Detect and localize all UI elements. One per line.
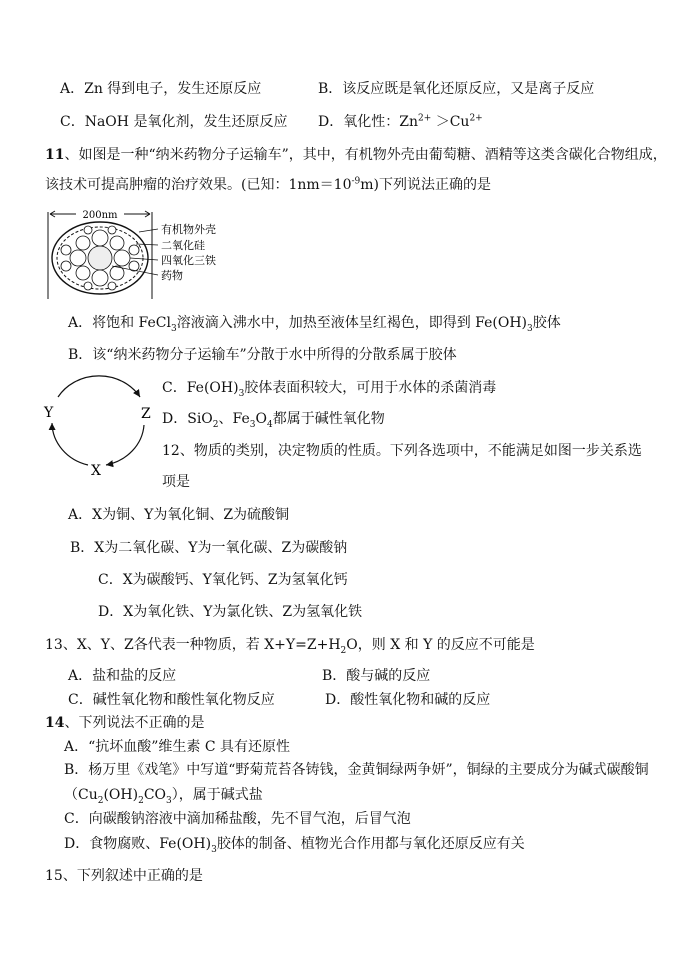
q10-option-d: D．氧化性：$Zn^{2+} >Cu^{2+}$ xyxy=(318,113,483,130)
q13-option-b: B．酸与碱的反应 xyxy=(322,668,431,684)
q12-option-d: D．X为氧化铁、Y为氯化铁、Z为氢氧化铁 xyxy=(98,604,363,620)
q14-option-d: D．食物腐败、$Fe(OH)_3$胶体的制备、植物光合作用都与氧化还原反应有关 xyxy=(64,836,525,855)
q14-option-b-line2: $(Cu_2(OH)_2CO_3)$，属于碱式盐 xyxy=(64,787,263,806)
q13-option-a: A．盐和盐的反应 xyxy=(68,668,177,684)
q14-option-b-line1: B．杨万里《戏笔》中写道“野菊荒苔各铸钱，金黄铜绿两争妍”，铜绿的主要成分为碱式碳酸铜 xyxy=(64,762,649,778)
q13-stem: 13、X、Y、Z各代表一种物质，若 $X+Y=Z+H_2O$，则 X 和 Y 的反应不可能是 xyxy=(45,637,535,656)
figure-label-fe3o4: 四氧化三铁 xyxy=(161,254,216,267)
q11-option-d: D．SiO$_2$、$Fe_3O_4$都属于碱性氧化物 xyxy=(162,411,385,430)
figure-width-label: 200nm xyxy=(82,210,118,221)
q12-stem-line1: 12、物质的类别，决定物质的性质。下列各选项中，不能满足如图一步关系选 xyxy=(162,443,642,459)
xyz-cycle-diagram xyxy=(40,367,160,479)
q13-option-d: D．酸性氧化物和碱的反应 xyxy=(325,692,491,708)
q14-option-c: C．向碳酸钠溶液中滴加稀盐酸，先不冒气泡，后冒气泡 xyxy=(64,811,411,827)
q14-stem: 14、下列说法不正确的是 xyxy=(45,715,205,731)
cycle-node-z: Z xyxy=(141,406,151,422)
q11-option-b: B．该“纳米药物分子运输车”分散于水中所得的分散系属于胶体 xyxy=(68,347,457,363)
figure-label-sio2: 二氧化硅 xyxy=(161,239,205,252)
q12-option-b: B．X为二氧化碳、Y为一氧化碳、Z为碳酸钠 xyxy=(70,540,348,556)
q13-option-c: C．碱性氧化物和酸性氧化物反应 xyxy=(68,692,275,708)
q12-stem-line2: 项是 xyxy=(162,474,190,490)
q12-option-c: C．X为碳酸钙、Y氧化钙、Z为氢氧化钙 xyxy=(98,572,348,588)
q14-option-a: A．“抗坏血酸”维生素 C 具有还原性 xyxy=(64,739,291,755)
nanoparticle-figure xyxy=(40,204,240,300)
cycle-node-y: Y xyxy=(44,405,54,421)
q10-option-c: C．NaOH 是氧化剂，发生还原反应 xyxy=(60,114,288,130)
q11-stem-line1: 11、如图是一种“纳米药物分子运输车”，其中，有机物外壳由葡萄糖、酒精等这类含碳化合物组成， xyxy=(45,147,667,163)
figure-label-drug: 药物 xyxy=(161,269,183,282)
q12-option-a: A．X为铜、Y为氧化铜、Z为硫酸铜 xyxy=(68,507,290,523)
figure-label-shell: 有机物外壳 xyxy=(161,223,216,236)
q11-stem-line2: 该技术可提高肿瘤的治疗效果。(已知：$1nm=10^{-9}m$)下列说法正确的是 xyxy=(45,176,492,193)
q11-option-c: C．$Fe(OH)_3$胶体表面积较大，可用于水体的杀菌消毒 xyxy=(162,380,497,399)
cycle-node-x: X xyxy=(91,463,101,479)
q10-option-b: B．该反应既是氧化还原反应，又是离子反应 xyxy=(318,81,595,97)
q10-option-a: A．Zn 得到电子，发生还原反应 xyxy=(60,81,262,97)
q11-option-a: A．将饱和 FeCl$_3$溶液滴入沸水中，加热至液体呈红褐色，即得到 $Fe(OH)_3$胶体 xyxy=(68,315,561,334)
q15-stem: 15、下列叙述中正确的是 xyxy=(45,868,203,884)
